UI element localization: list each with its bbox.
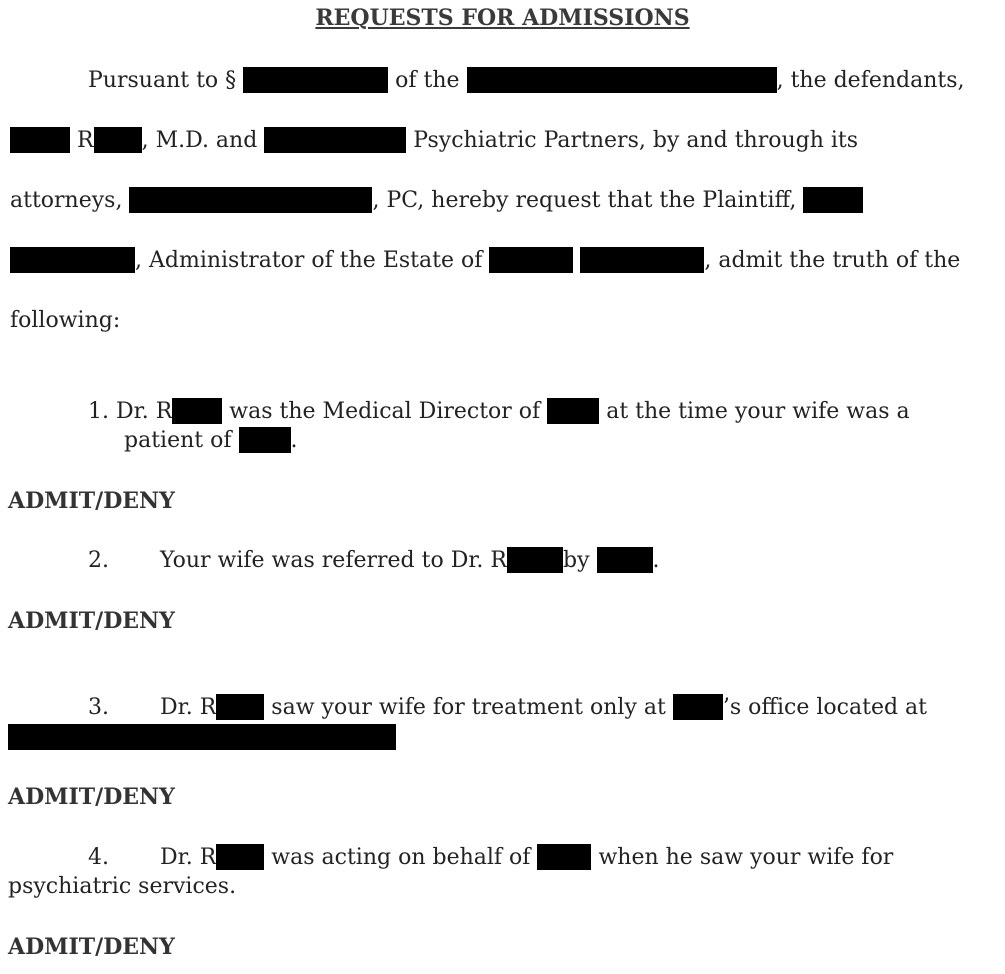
intro-text: Psychiatric Partners, by and through its	[413, 128, 859, 153]
intro-line-1	[88, 66, 965, 96]
request-text: patient of	[124, 428, 232, 453]
redaction-box	[216, 694, 264, 720]
redaction-box	[489, 247, 573, 273]
intro-text: , PC, hereby request that the Plaintiff,	[372, 188, 797, 213]
intro-line-2	[10, 126, 858, 156]
redaction-box	[467, 67, 777, 93]
redaction-box	[264, 127, 406, 153]
redaction-box	[8, 724, 396, 750]
intro-text: R	[77, 128, 94, 153]
request-text: ’s office located at	[722, 695, 927, 720]
request-4-line-1	[88, 843, 893, 873]
redaction-box	[580, 247, 704, 273]
admit-deny-label: ADMIT/DENY	[8, 934, 175, 960]
redaction-box	[803, 187, 863, 213]
request-text: when he saw your wife for	[598, 845, 894, 870]
redaction-box	[172, 398, 222, 424]
request-3-line-1	[88, 693, 927, 723]
redaction-box	[94, 127, 142, 153]
document-title: REQUESTS FOR ADMISSIONS	[315, 5, 690, 31]
request-text: Your wife was referred to Dr. R	[160, 548, 507, 573]
redaction-box	[129, 187, 372, 213]
request-1-line-1	[88, 397, 910, 427]
request-number: 1.	[88, 399, 109, 424]
request-text: .	[652, 548, 660, 573]
request-text: saw your wife for treatment only at	[271, 695, 666, 720]
intro-text: following:	[10, 308, 121, 333]
redaction-box	[10, 127, 70, 153]
request-text: by	[562, 548, 590, 573]
request-text: Dr. R	[116, 399, 173, 424]
request-4-line-2	[8, 872, 236, 902]
request-text: was acting on behalf of	[271, 845, 531, 870]
request-text: psychiatric services.	[8, 874, 237, 899]
request-1-line-2	[124, 426, 298, 456]
intro-text: , the defendants,	[776, 68, 965, 93]
redaction-box	[597, 547, 653, 573]
intro-text: , M.D. and	[141, 128, 258, 153]
request-2-line-1	[88, 546, 660, 576]
request-text: was the Medical Director of	[229, 399, 541, 424]
redaction-box	[243, 67, 388, 93]
intro-line-5	[10, 306, 120, 336]
redaction-box	[10, 247, 135, 273]
redaction-box	[673, 694, 723, 720]
request-text: .	[290, 428, 298, 453]
request-text: Dr. R	[160, 845, 217, 870]
admit-deny-label: ADMIT/DENY	[8, 488, 175, 514]
intro-line-4	[10, 246, 960, 276]
intro-text: attorneys,	[10, 188, 123, 213]
request-text: Dr. R	[160, 695, 217, 720]
intro-text: Pursuant to §	[88, 68, 237, 93]
request-number: 4.	[88, 845, 109, 870]
intro-text: , Administrator of the Estate of	[135, 248, 483, 273]
redaction-box	[239, 427, 291, 453]
redaction-box	[547, 398, 599, 424]
request-text: at the time your wife was a	[606, 399, 910, 424]
intro-line-3	[10, 186, 863, 216]
request-number: 2.	[88, 548, 109, 573]
redaction-box	[537, 844, 591, 870]
intro-text: , admit the truth of the	[704, 248, 961, 273]
request-number: 3.	[88, 695, 109, 720]
redaction-box	[216, 844, 264, 870]
redaction-box	[507, 547, 563, 573]
intro-text: of the	[395, 68, 460, 93]
admit-deny-label: ADMIT/DENY	[8, 784, 175, 810]
admit-deny-label: ADMIT/DENY	[8, 608, 175, 634]
